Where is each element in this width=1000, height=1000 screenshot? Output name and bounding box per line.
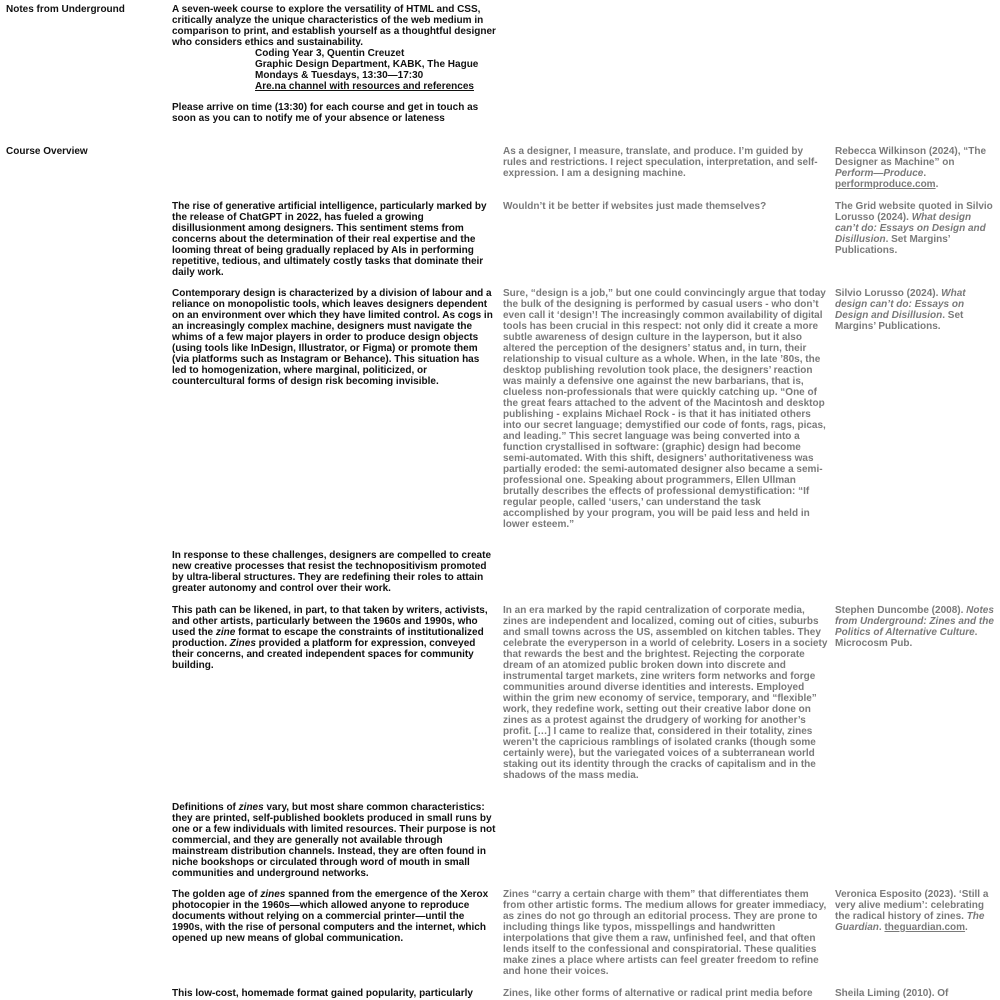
citation-block: Rebecca Wilkinson (2024), “The Designer as Machine” on Perform—Produce. performproduce.com. — [835, 146, 987, 190]
quote-block: Wouldn’t it be better if websites just made themselves? — [503, 201, 767, 212]
citation-block: The Grid website quoted in Silvio Lorusso (2024). What design can’t do: Essays on Design and Disillusion. Set Margins’ Publications. — [835, 201, 993, 256]
quote-block: Zines, like other forms of alternative or radical print media before — [503, 988, 813, 999]
body-paragraph: The rise of generative artificial intelligence, particularly marked by the release of ChatGPT in 2022, has fueled a growing disillusionment among designers. This sentiment stems from concerns about the determination of their real expertise and the looming threat of being gradually replaced by AIs in performing repetitive, tedious, and ultimately costly tasks that dominate their daily work. — [172, 201, 487, 278]
section-heading-course-overview: Course Overview — [6, 146, 88, 157]
attendance-notice: Please arrive on time (13:30) for each course and get in touch as soon as you can to notify me of your absence or lateness — [172, 102, 479, 124]
quote-block: Sure, “design is a job,” but one could convincingly argue that today the bulk of the designing is performed by casual users - who don’t even call it ‘design’! The increasingly common availability of digital tools has been crucial in this respect: not only did it create a more subtle awareness of design culture in the layperson, but it also altered the perception of the designers’ status and, in turn, their relationship to visual culture as a whole. When, in the late ’80s, the desktop publishing revolution took place, the designers’ reaction was mainly a defensive one against the new barbarians, that is, clueless non-professionals that were quickly catching up. “One of the great fears attached to the advent of the Macintosh and desktop publishing - explains Michael Rock - is that it has initiated others into our secret language; demystified our code of fonts, rags, picas, and leading.” This secret language was being converted into a function crystallised in software: (graphic) design had become semi-automated. With this shift, designers’ authoritativeness was partially eroded: the semi-automated designer also became a semi-professional one. Speaking about programmers, Ellen Ullman brutally describes the effects of professional demystification: “If regular people, called ‘users,’ can understand the task accomplished by your program, you will be paid less and held in lower esteem.” — [503, 288, 826, 530]
quote-block: In an era marked by the rapid centralization of corporate media, zines are independent and localized, coming out of cities, suburbs and small towns across the US, assembled on kitchen tables. They celebrate the everyperson in a world of celebrity. Losers in a society that rewards the best and the brightest. Rejecting the corporate dream of an atomized public broken down into discrete and instrumental target markets, zine writers form networks and forge communities around diverse identities and interests. Employed within the grim new economy of service, temporary, and “flexible” work, they redefine work, setting out their creative labor done on zines as a protest against the drudgery of working for another’s profit. […] I came to realize that, considered in their totality, zines weren’t the capricious ramblings of isolated cranks (though some certainly were), but the variegated voices of a subterranean world staking out its identity through the cracks of capitalism and in the shadows of the mass media. — [503, 605, 828, 781]
course-details — [255, 48, 495, 92]
course-detail-line: Graphic Design Department, KABK, The Hague — [255, 59, 479, 70]
page-title: Notes from Underground — [6, 4, 125, 15]
body-paragraph: In response to these challenges, designers are compelled to create new creative processes that resist the technopositivism promoted by ultra-liberal structures. They are redefining their roles to attain greater autonomy and control over their work. — [172, 550, 492, 594]
body-paragraph: Definitions of zines vary, but most share common characteristics: they are printed, self-published booklets produced in small runs by one or a few individuals with limited resources. Their purpose is not commercial, and they are generally not available through mainstream distribution channels. Instead, they are often found in niche bookshops or circulated through word of mouth in small communities and underground networks. — [172, 802, 496, 879]
citation-block: Stephen Duncombe (2008). Notes from Underground: Zines and the Politics of Alternative Culture. Microcosm Pub. — [835, 605, 994, 649]
theguardian-link[interactable]: theguardian.com — [884, 922, 966, 933]
course-detail-line: Coding Year 3, Quentin Creuzet — [255, 48, 405, 59]
body-paragraph: This low-cost, homemade format gained popularity, particularly — [172, 988, 473, 999]
quote-block: As a designer, I measure, translate, and produce. I’m guided by rules and restrictions. I reject speculation, interpretation, and self-expression. I am a designing machine. — [503, 146, 818, 179]
body-paragraph: Contemporary design is characterized by a division of labour and a reliance on monopolistic tools, which leaves designers dependent on an environment over which they have limited control. As cogs in an increasingly complex machine, designers must navigate the whims of a few major players in order to produce design objects (using tools like InDesign, Illustrator, or Figma) or promote them (via platforms such as Instagram or Behance). This situation has led to homogenization, where marginal, politicized, or countercultural forms of design risk becoming invisible. — [172, 288, 493, 387]
body-paragraph: This path can be likened, in part, to that taken by writers, activists, and other artists, particularly between the 1960s and 1990s, who used the zine format to escape the constraints of institutionalized production. Zines provided a platform for expression, conveyed their concerns, and created independent spaces for community building. — [172, 605, 488, 671]
body-paragraph: The golden age of zines spanned from the emergence of the Xerox photocopier in the 1960s—which allowed anyone to reproduce documents without relying on a commercial printer—until the 1990s, with the rise of personal computers and the internet, which opened up new means of global communication. — [172, 889, 489, 944]
course-detail-line: Mondays & Tuesdays, 13:30—17:30 — [255, 70, 424, 81]
citation-block: Veronica Esposito (2023). ‘Still a very alive medium’: celebrating the radical history of zines. The Guardian. theguardian.com. — [835, 889, 989, 933]
quote-block: Zines “carry a certain charge with them” that differentiates them from other artistic forms. The medium allows for greater immediacy, as zines do not go through an editorial process. They are prone to including things like typos, misspellings and handwritten interpolations that give them a raw, unfinished feel, and that often lends itself to the confessional and conspiratorial. These qualities make zines a place where artists can feel greater freedom to refine and hone their voices. — [503, 889, 827, 977]
course-intro: A seven-week course to explore the versatility of HTML and CSS, critically analyze the unique characteristics of the web medium in comparison to print, and establish yourself as a thoughtful designer who considers ethics and sustainability. — [172, 4, 496, 48]
arena-channel-link[interactable]: Are.na channel with resources and references — [255, 81, 474, 92]
citation-block: Sheila Liming (2010). Of — [835, 988, 949, 999]
performproduce-link[interactable]: performproduce.com — [835, 179, 936, 190]
citation-block: Silvio Lorusso (2024). What design can’t do: Essays on Design and Disillusion. Set Margins’ Publications. — [835, 288, 966, 332]
